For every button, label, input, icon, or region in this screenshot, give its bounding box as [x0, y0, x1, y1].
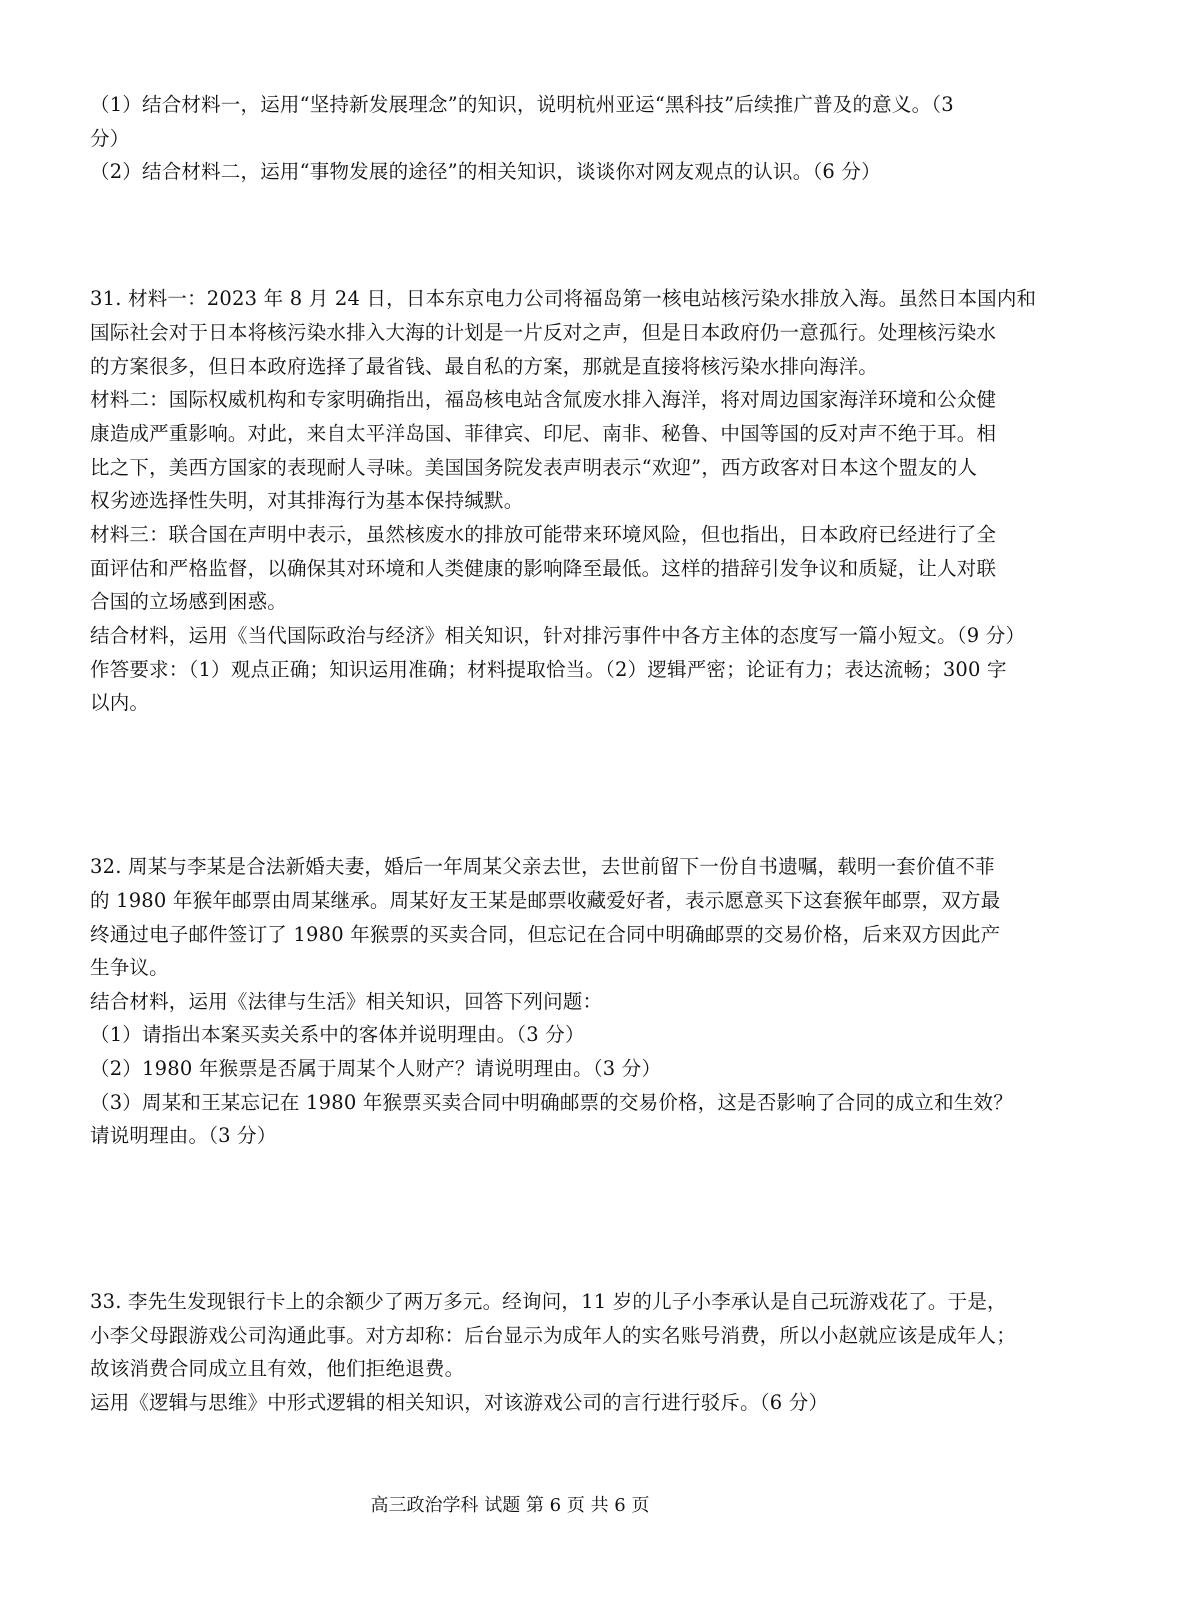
q30-sub1-text: （1）结合材料一，运用“坚持新发展理念”的知识，说明杭州亚运“黑科技”后续推广普及的意义。（3: [90, 93, 954, 116]
q31-material3-line: 面评估和严格监督，以确保其对环境和人类健康的影响降至最低。这样的措辞引发争议和质疑，让人对联: [90, 557, 997, 580]
q33-task: 运用《逻辑与思维》中形式逻辑的相关知识，对该游戏公司的言行进行驳斥。（6 分）: [90, 1391, 829, 1414]
q32-sub3-cont: 请说明理由。（3 分）: [90, 1124, 277, 1147]
q31-material1-line: 国际社会对于日本将核污染水排入大海的计划是一片反对之声，但是日本政府仍一意孤行。处理核污染水: [90, 321, 997, 344]
q31-task: 结合材料，运用《当代国际政治与经济》相关知识，针对排污事件中各方主体的态度写一篇小短文。（9 分）: [90, 624, 1026, 647]
q31-material2-line: 比之下，美西方国家的表现耐人寻味。美国国务院发表声明表示“欢迎”，西方政客对日本这个盟友的人: [90, 456, 978, 479]
q33-material-line: 小李父母跟游戏公司沟通此事。对方却称：后台显示为成年人的实名账号消费，所以小赵就应该是成年人；: [90, 1324, 1016, 1347]
q31-material1-line: 31. 材料一：2023 年 8 月 24 日，日本东京电力公司将福岛第一核电站核污染水排放入海。虽然日本国内和: [90, 287, 1037, 310]
q32-material-line: 终通过电子邮件签订了 1980 年猴票的买卖合同，但忘记在合同中明确邮票的交易价格，后来双方因此产: [90, 923, 1001, 946]
q32-sub1: （1）请指出本案买卖关系中的客体并说明理由。（3 分）: [90, 1023, 585, 1046]
q30-sub1-text-cont: 分）: [90, 127, 130, 150]
q31-material2-line: 康造成严重影响。对此，来自太平洋岛国、菲律宾、印尼、南非、秘鲁、中国等国的反对声不绝于耳。相: [90, 422, 997, 445]
q32-material-line: 生争议。: [90, 956, 169, 979]
q31-requirements-cont: 以内。: [90, 691, 150, 714]
q31-material3-line: 合国的立场感到困惑。: [90, 590, 288, 613]
q33-material-line: 故该消费合同成立且有效，他们拒绝退费。: [90, 1357, 465, 1380]
q33-material-line: 33. 李先生发现银行卡上的余额少了两万多元。经询问，11 岁的儿子小李承认是自己玩游戏花了。于是，: [90, 1290, 1007, 1313]
q31-material2-line: 材料二：国际权威机构和专家明确指出，福岛核电站含氚废水排入海洋，将对周边国家海洋环境和公众健: [90, 388, 997, 411]
q31-material2-line: 权劣迹选择性失明，对其排海行为基本保持缄默。: [90, 489, 524, 512]
q32-sub3: （3）周某和王某忘记在 1980 年猴票买卖合同中明确邮票的交易价格，这是否影响了合同的成立和生效？: [90, 1091, 1013, 1114]
q31-material3-line: 材料三：联合国在声明中表示，虽然核废水的排放可能带来环境风险，但也指出，日本政府已经进行了全: [90, 523, 997, 546]
q32-task: 结合材料，运用《法律与生活》相关知识，回答下列问题：: [90, 990, 603, 1013]
q31-requirements: 作答要求：（1）观点正确；知识运用准确；材料提取恰当。（2）逻辑严密；论证有力；表达流畅；300 字: [90, 658, 1007, 681]
page-footer: 高三政治学科 试题 第 6 页 共 6 页: [370, 1495, 650, 1516]
q30-sub2-text: （2）结合材料二，运用“事物发展的途径”的相关知识，谈谈你对网友观点的认识。（6 分）: [90, 160, 881, 183]
q32-material-line: 32. 周某与李某是合法新婚夫妻，婚后一年周某父亲去世，去世前留下一份自书遗嘱，载明一套价值不菲: [90, 855, 995, 878]
q32-material-line: 的 1980 年猴年邮票由周某继承。周某好友王某是邮票收藏爱好者，表示愿意买下这套猴年邮票，双方最: [90, 889, 1001, 912]
q31-material1-line: 的方案很多，但日本政府选择了最省钱、最自私的方案，那就是直接将核污染水排向海洋。: [90, 355, 879, 378]
q32-sub2: （2）1980 年猴票是否属于周某个人财产？请说明理由。（3 分）: [90, 1057, 662, 1080]
